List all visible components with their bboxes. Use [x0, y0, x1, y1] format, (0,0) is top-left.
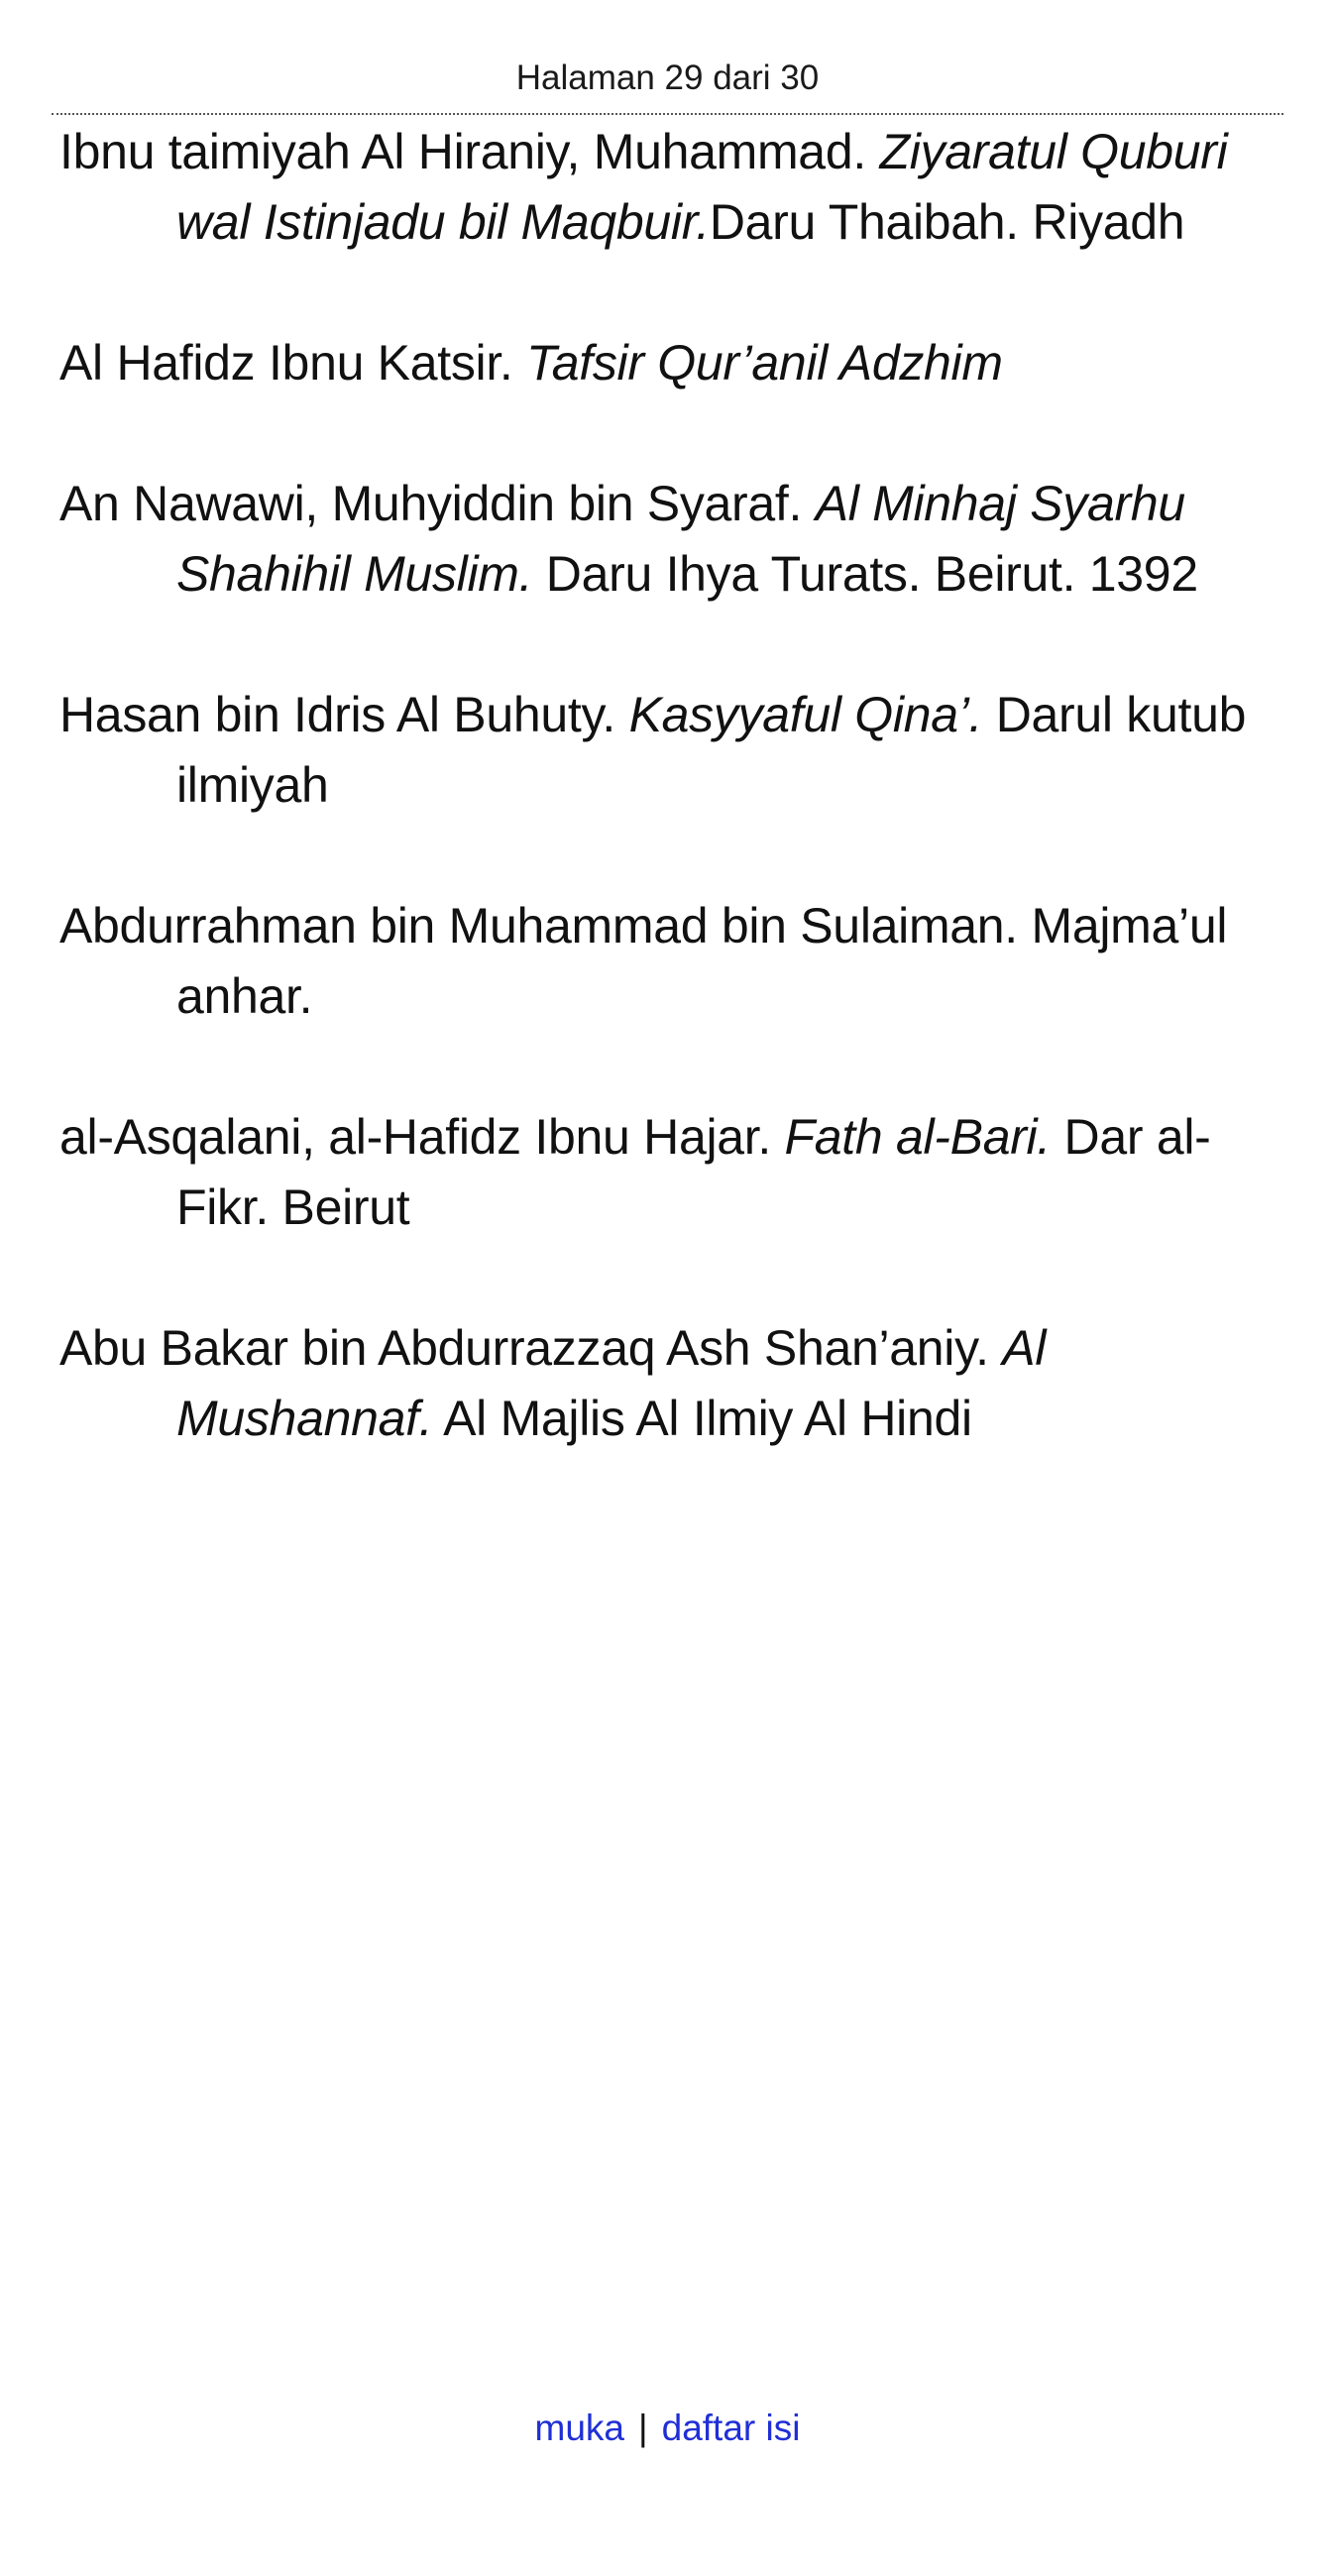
reference-publisher: Daru Thaibah. Riyadh — [709, 194, 1185, 250]
reference-entry — [59, 328, 1279, 398]
nav-separator: | — [638, 2408, 648, 2448]
reference-publisher: Dar al-Fikr. Beirut — [176, 1109, 1211, 1235]
reference-author: Abdurrahman bin Muhammad bin Sulaiman. Majma’ul anhar. — [59, 898, 1228, 1024]
reference-title: Al Minhaj Syarhu Shahihil Muslim. — [176, 476, 1185, 602]
reference-author: Abu Bakar bin Abdurrazzaq Ash Shan’aniy. — [59, 1320, 1003, 1376]
reference-author: An Nawawi, Muhyiddin bin Syaraf. — [59, 476, 816, 531]
reference-entry — [59, 117, 1279, 258]
reference-entry — [59, 469, 1279, 610]
reference-publisher: Daru Ihya Turats. Beirut. 1392 — [532, 546, 1198, 602]
reference-title: Fath al-Bari. — [784, 1109, 1051, 1165]
reference-entry — [59, 1102, 1279, 1243]
reference-author: al-Asqalani, al-Hafidz Ibnu Hajar. — [59, 1109, 785, 1165]
reference-publisher: Al Majlis Al Ilmiy Al Hindi — [432, 1391, 972, 1446]
reference-entry — [59, 891, 1279, 1032]
home-link[interactable]: muka — [534, 2408, 624, 2448]
bibliography-list — [59, 117, 1279, 1524]
reference-entry — [59, 1313, 1279, 1454]
table-of-contents-link[interactable]: daftar isi — [661, 2408, 801, 2448]
reference-title: Ziyaratul Quburi wal Istinjadu bil Maqbuir. — [176, 124, 1228, 250]
reference-entry — [59, 680, 1279, 821]
reference-title: Kasyyaful Qina’. — [628, 687, 983, 742]
reference-author: Al Hafidz Ibnu Katsir. — [59, 335, 527, 391]
reference-title: Tafsir Qur’anil Adzhim — [526, 335, 1003, 391]
reference-author: Ibnu taimiyah Al Hiraniy, Muhammad. — [59, 124, 880, 179]
page-number-header: Halaman 29 dari 30 — [515, 58, 820, 97]
reference-title: Al Mushannaf. — [176, 1320, 1047, 1446]
footer-navigation — [0, 2407, 1335, 2450]
reference-author: Hasan bin Idris Al Buhuty. — [59, 687, 629, 742]
reference-publisher: Darul kutub ilmiyah — [176, 687, 1247, 813]
header-divider — [52, 113, 1283, 115]
